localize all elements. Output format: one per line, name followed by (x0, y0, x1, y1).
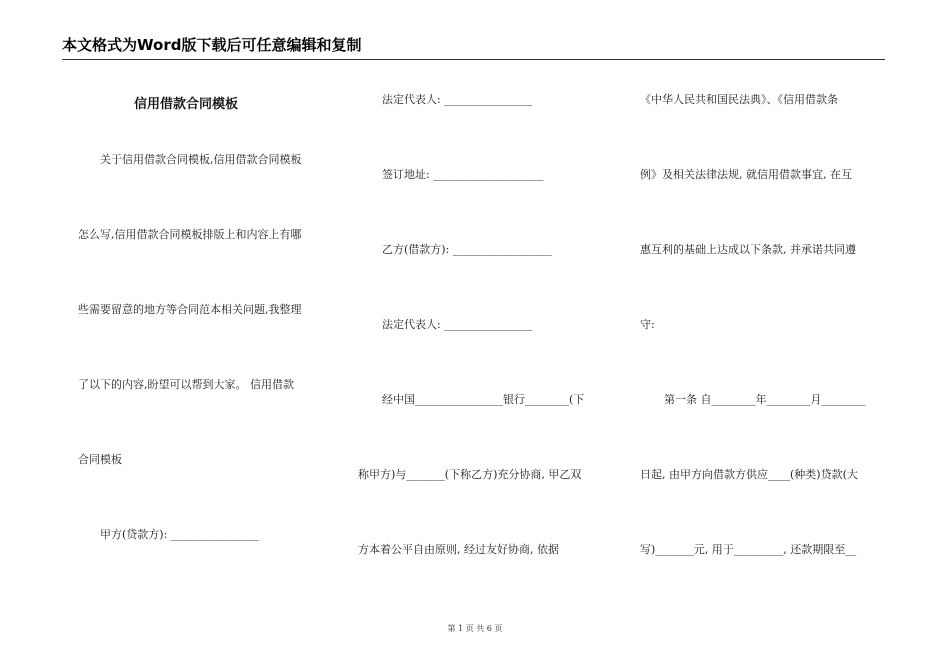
paragraph-line: 怎么写,信用借款合同模板排版上和内容上有哪 (78, 228, 302, 241)
paragraph-line: 合同模板 (78, 453, 122, 466)
legal-rep-line: 法定代表人: ________________ (382, 318, 533, 331)
document-header: 本文格式为Word版下载后可任意编辑和复制 (62, 34, 885, 60)
lender-line: 甲方(贷款方): ________________ (100, 528, 259, 541)
paragraph-line: 惠互利的基础上达成以下条款, 并承诺共同遵 (640, 243, 856, 256)
paragraph-line: 称甲方)与_______(下称乙方)充分协商, 甲乙双 (358, 468, 582, 481)
borrower-line: 乙方(借款方): __________________ (382, 243, 552, 256)
paragraph-line: 写)_______元, 用于_________, 还款期限至__ (640, 543, 857, 556)
paragraph-line: 些需要留意的地方等合同范本相关问题,我整理 (78, 303, 302, 316)
paragraph-line: 经中国________________银行________(下 (382, 393, 585, 406)
page-number: 第 1 页 共 6 页 (447, 624, 503, 633)
signing-address-line: 签订地址: ____________________ (382, 168, 544, 181)
paragraph-line: 《中华人民共和国民法典》、《信用借款条 (640, 93, 838, 106)
paragraph-line: 日起, 由甲方向借款方供应____(种类)贷款(大 (640, 468, 858, 481)
paragraph-line: 守: (640, 318, 655, 331)
paragraph-line: 了以下的内容,盼望可以帮到大家。 信用借款 (78, 378, 294, 391)
paragraph-line: 例》及相关法律法规, 就信用借款事宜, 在互 (640, 168, 852, 181)
document-title: 信用借款合同模板 (134, 97, 239, 112)
legal-rep-line: 法定代表人: ________________ (382, 93, 533, 106)
article-1-line: 第一条 自________年________月________ (664, 393, 866, 406)
paragraph-line: 方本着公平自由原则, 经过友好协商, 依据 (358, 543, 559, 556)
paragraph-line: 关于信用借款合同模板,信用借款合同模板 (100, 153, 302, 166)
